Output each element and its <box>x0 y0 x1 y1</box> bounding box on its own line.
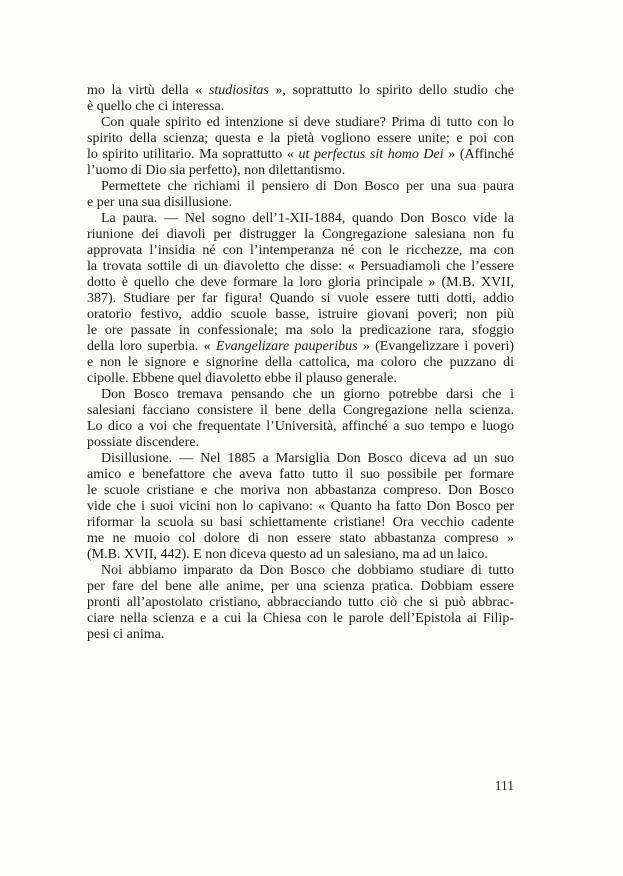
text-block <box>87 83 514 643</box>
text-line: me ne muoio col dolore di non essere stato abbastanza compreso » <box>87 531 514 546</box>
text-line: ciare nella scienza e a cui la Chiesa con le parole dell’Epistola ai Filip- <box>87 611 514 626</box>
text-line: La paura. — Nel sogno dell’1-XII-1884, quando Don Bosco vide la <box>101 211 514 226</box>
text-line: pronti all’apostolato cristiano, abbracciando tutto ciò che si può abbrac- <box>87 595 514 610</box>
text-line: oratorio festivo, addio scuole basse, istruire giovani poveri; non più <box>87 307 514 322</box>
text-line: amico e benefattore che aveva fatto tutto il suo possibile per formare <box>87 467 514 482</box>
text-line: Permettete che richiami il pensiero di Don Bosco per una sua paura <box>101 179 514 194</box>
text-line: Don Bosco tremava pensando che un giorno potrebbe darsi che i <box>101 387 514 402</box>
text-line: e non le signore e signorine della cattolica, ma coloro che puzzano di <box>87 355 514 370</box>
text-line: le scuole cristiane e che moriva non abbastanza compreso. Don Bosco <box>87 483 514 498</box>
text-line: della loro superbia. « Evangelizare pauperibus » (Evangelizzare i poveri) <box>87 339 514 354</box>
text-line: è quello che ci interessa. <box>87 99 225 114</box>
text-line: Lo dico a voi che frequentate l’Università, affinché a suo tempo e luogo <box>87 419 514 434</box>
text-line: pesi ci anima. <box>87 627 165 642</box>
text-line: approvata l’insidia né con l’intemperanza né con le ricchezze, ma con <box>87 243 514 258</box>
text-line: la trovata sottile di un diavoletto che disse: « Persuadiamoli che l’essere <box>87 259 514 274</box>
text-line: vide che i suoi vicini non lo capivano: « Quanto ha fatto Don Bosco per <box>87 499 514 514</box>
text-line: dotto è quello che deve formare la loro gloria principale » (M.B. XVII, <box>87 275 514 290</box>
text-line: Con quale spirito ed intenzione si deve studiare? Prima di tutto con lo <box>101 115 514 130</box>
text-line: mo la virtù della « studiositas », soprattutto lo spirito dello studio che <box>87 83 514 98</box>
text-line: Disillusione. — Nel 1885 a Marsiglia Don Bosco diceva ad un suo <box>101 451 514 466</box>
latin-italic-phrase: ut perfectus sit homo Dei <box>298 147 444 162</box>
text-line: (M.B. XVII, 442). E non diceva questo ad un salesiano, ma ad un laico. <box>87 547 488 562</box>
latin-italic-phrase: studiositas <box>208 83 269 98</box>
text-line: e per una sua disillusione. <box>87 195 233 210</box>
text-line: lo spirito utilitario. Ma soprattutto « ut perfectus sit homo Dei » (Affinché <box>87 147 514 162</box>
text-line: cipolle. Ebbene quel diavoletto ebbe il plauso generale. <box>87 371 397 386</box>
latin-italic-phrase: Evangelizare pauperibus <box>215 339 358 354</box>
text-line: riformar la scuola su basi schiettamente cristiane! Ora vecchio cadente <box>87 515 514 530</box>
text-line: per fare del bene alle anime, per una scienza pratica. Dobbiam essere <box>87 579 514 594</box>
text-line: l’uomo di Dio sia perfetto), non dilettantismo. <box>87 163 346 178</box>
text-line: riunione dei diavoli per distrugger la Congregazione salesiana non fu <box>87 227 514 242</box>
text-line: possiate discendere. <box>87 435 199 450</box>
text-line: Noi abbiamo imparato da Don Bosco che dobbiamo studiare di tutto <box>101 563 514 578</box>
page-number: 111 <box>494 778 514 793</box>
text-line: le ore passate in confessionale; ma solo la predicazione rara, sfoggio <box>87 323 514 338</box>
text-line: spirito della scienza; questa e la pietà vogliono essere unite; e poi con <box>87 131 514 146</box>
text-line: salesiani facciano consistere il bene della Congregazione nella scienza. <box>87 403 514 418</box>
text-line: 387). Studiare per far figura! Quando si vuole essere tutti dotti, addio <box>87 291 514 306</box>
